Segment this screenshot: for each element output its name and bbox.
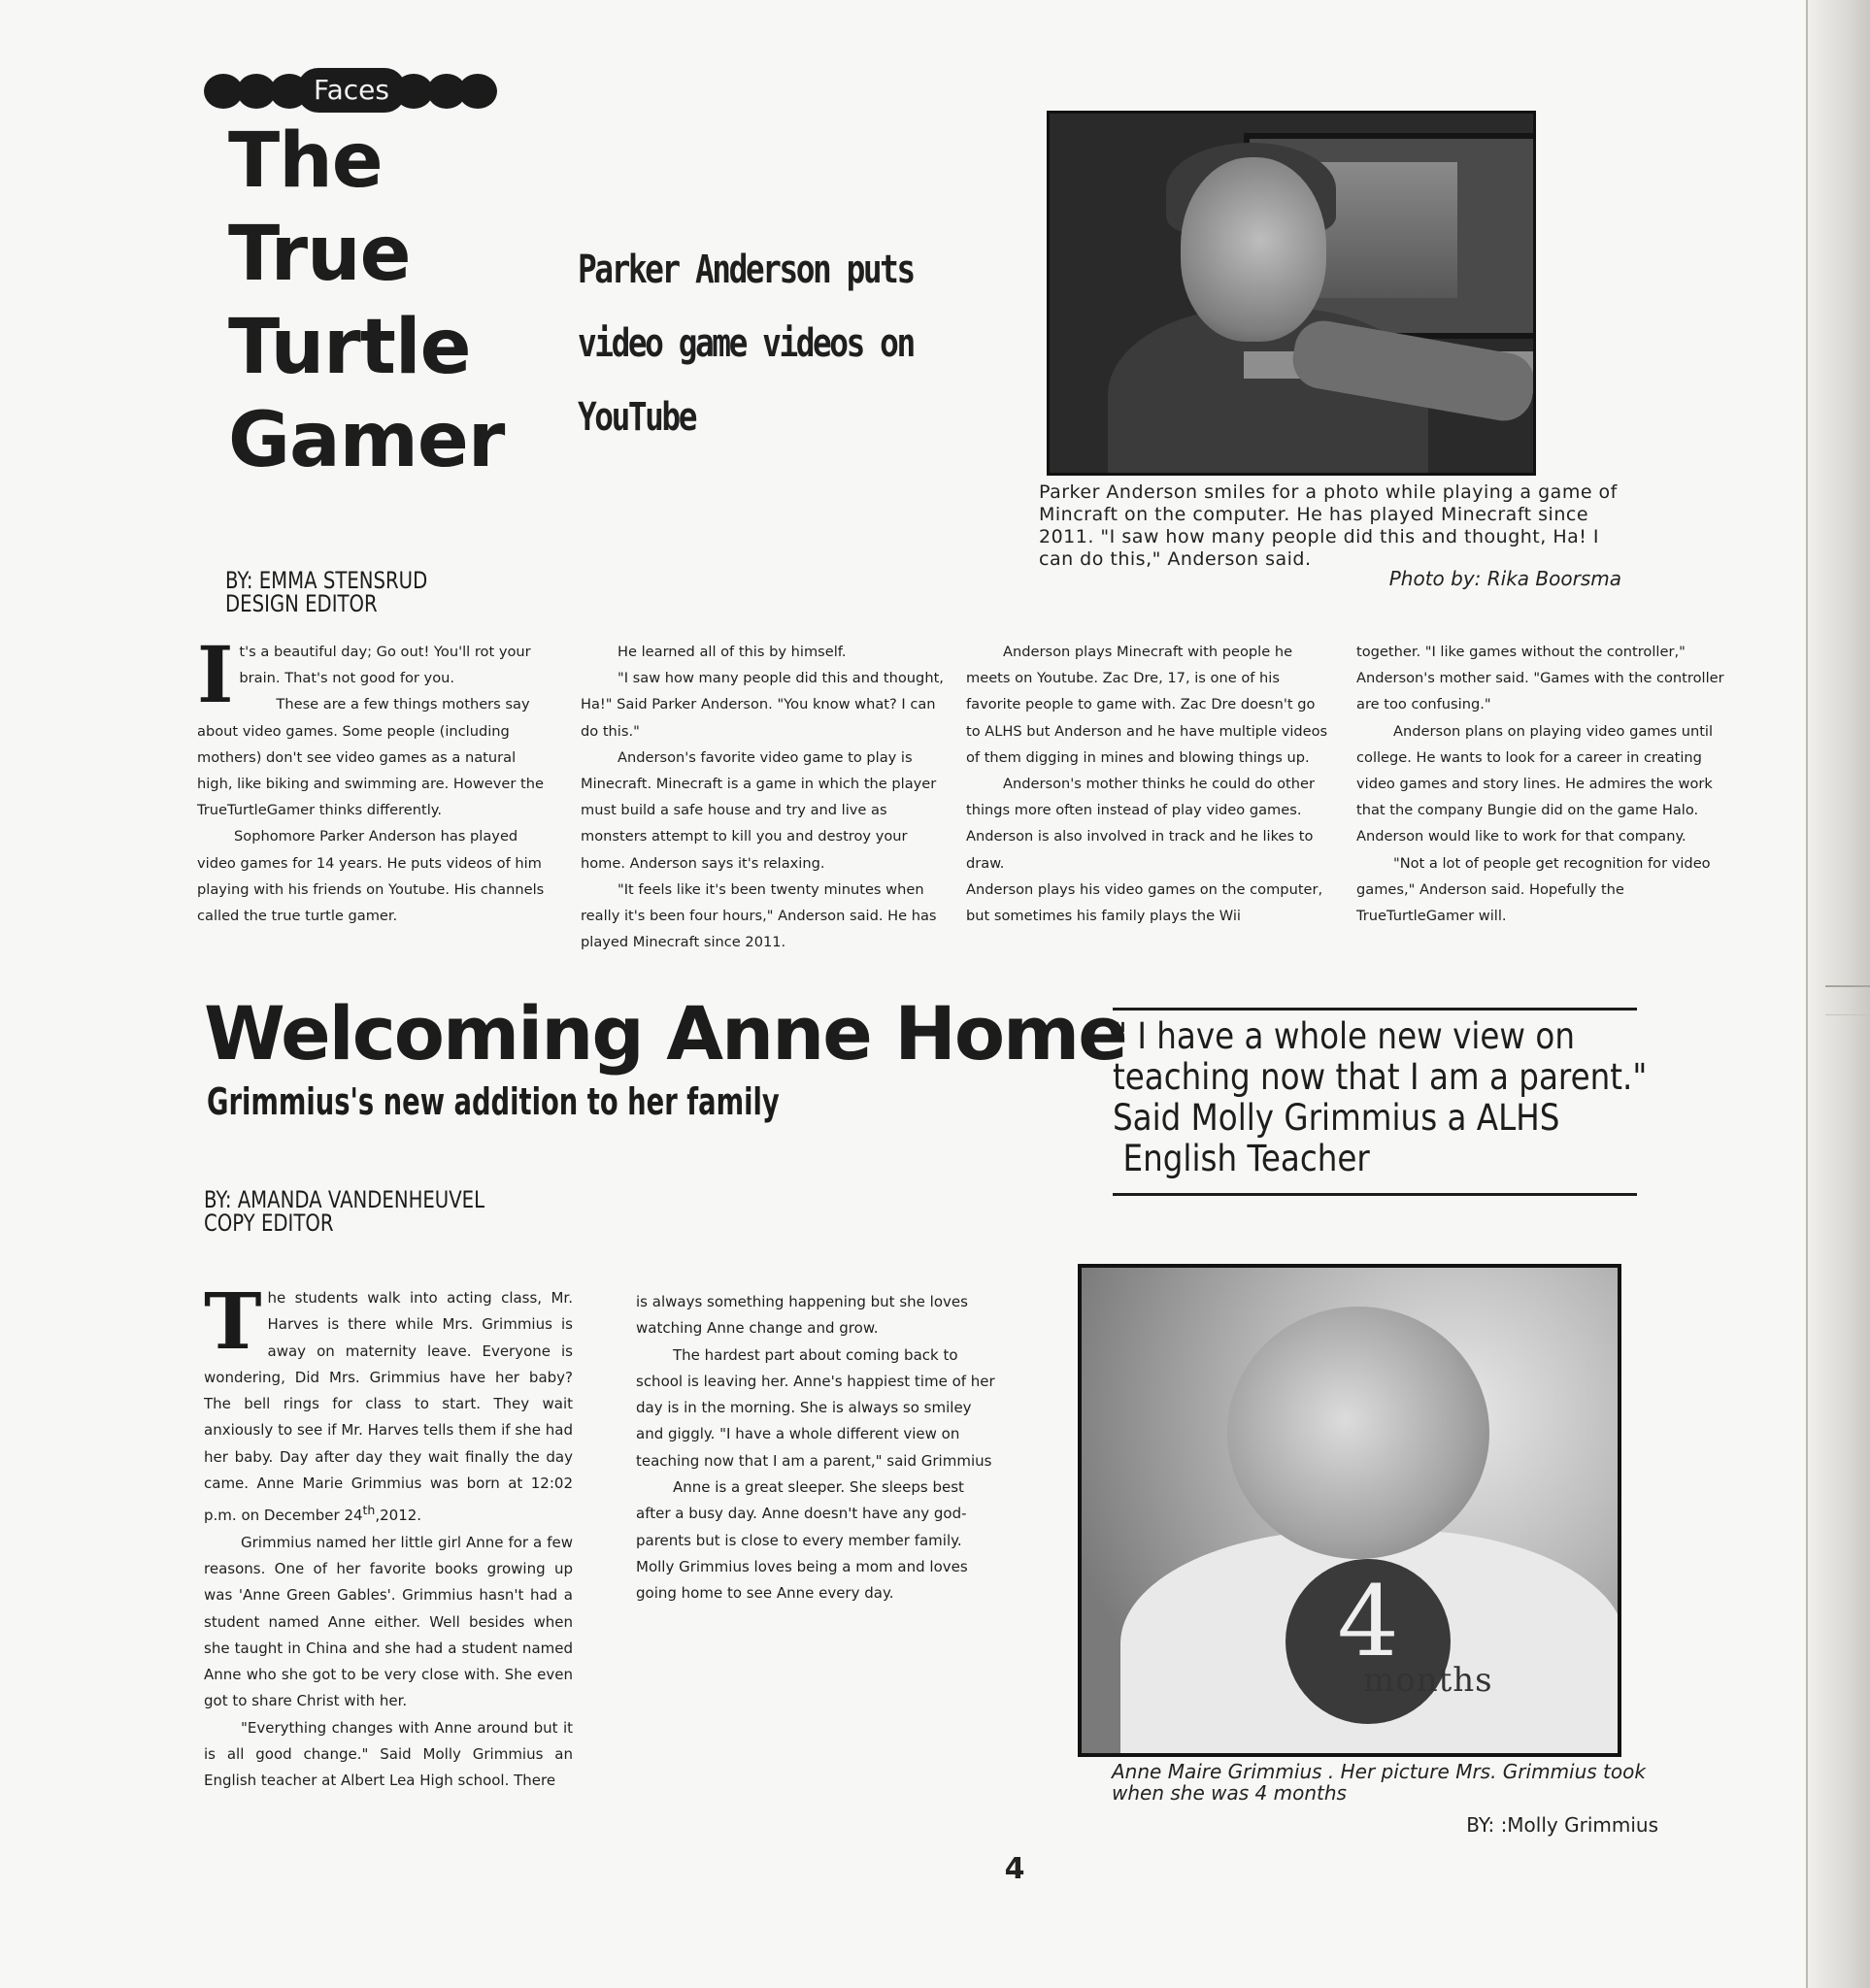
paragraph: Grimmius named her little girl Anne for a few reasons. One of her favorite books growing up was 'Anne Green Gables'. Grimmius hasn't had a student named Anne either. Well besides when she taught in China and she had a student named Anne who she got to be very close with. She even got to share Christ with her. [204,1533,573,1710]
paragraph: together. "I like games without the controller," Anderson's mother said. "Games with the controller are too confusing." [1356,644,1724,713]
quote-line: English Teacher [1122,1138,1370,1179]
byline-author: BY: AMANDA VANDENHEUVEL [204,1186,485,1213]
headline-line: True [228,211,411,298]
story2-column-2 [636,1289,997,1607]
story1-column-4 [1356,639,1727,929]
caption-line: Anne Maire Grimmius . Her picture Mrs. Grimmius took [1112,1760,1646,1783]
section-tag [204,68,495,113]
caption-line: Mincraft on the computer. He has played Minecraft since [1039,504,1589,525]
photo-face [1181,157,1326,342]
story2-headline: Welcoming Anne Home [204,990,1126,1077]
fold-crease [1825,985,1870,1015]
paragraph: Anderson's favorite video game to play is Minecraft. Minecraft is a game in which the player must build a safe house and try and live as monsters attempt to kill you and destroy your home. Anderson says it's relaxing. [581,748,937,872]
decor-blob [458,74,497,109]
story2-photo-credit: BY: :Molly Grimmius [1466,1813,1658,1837]
story1-photo-caption [1039,481,1621,571]
page-number: 4 [1004,1852,1025,1886]
byline-role: COPY EDITOR [204,1209,334,1237]
pull-quote [1113,1008,1648,1196]
caption-line: Parker Anderson smiles for a photo while playing a game of [1039,481,1618,503]
byline-role: DESIGN EDITOR [225,590,378,617]
gamer-photo [1047,111,1536,476]
story2-photo-caption [1112,1761,1655,1804]
baby-photo [1078,1264,1621,1757]
paragraph: Anderson plays Minecraft with people he meets on Youtube. Zac Dre, 17, is one of his favorite people to game with. Zac Dre doesn't go to ALHS but Anderson and he have multiple videos of them digging in mines and blowing things up. [966,644,1328,766]
paragraph: "Everything changes with Anne around but it is all good change." Said Molly Grimmius an English teacher at Albert Lea High school. There [204,1718,573,1790]
deck-line: YouTube [578,395,696,440]
paragraph: Anderson plays his video games on the computer, but sometimes his family plays the Wii [966,880,1323,925]
headline-line: The [228,117,383,205]
drop-cap: T [204,1276,262,1367]
paragraph: The hardest part about coming back to school is leaving her. Anne's happiest time of her day is in the morning. She is always so smiley and giggly. "I have a whole different view on teaching now that I am a parent," said Grimmius [636,1345,995,1470]
story1-byline [225,569,480,615]
deck-line: video game videos on [578,321,914,366]
paragraph: These are a few things mothers say about video games. Some people (including mothers) don't see video games as a natural high, like biking and swimming are. However the TrueTurtleGamer thinks differently. [197,696,544,819]
month-number: 4 [1337,1565,1399,1678]
story1-headline [228,115,519,487]
story1-column-1 [197,629,551,929]
byline-author: BY: EMMA STENSRUD [225,567,428,594]
headline-line: Gamer [228,397,505,484]
caption-line: 2011. "I saw how many people did this and thought, Ha! I [1039,526,1600,547]
paragraph: "Not a lot of people get recognition for video games," Anderson said. Hopefully the TrueTurtleGamer will. [1356,854,1711,925]
paragraph: Anderson plans on playing video games until college. He wants to look for a career in creating video games and story lines. He admires the work that the company Bungie did on the game Halo. Anderson would like to work for that company. [1356,722,1714,845]
photo-face [1227,1307,1489,1559]
story2-column-1 [204,1276,573,1795]
paragraph-end: ,2012. [375,1507,422,1525]
paragraph: "I saw how many people did this and thought, Ha!" Said Parker Anderson. "You know what? I can do this." [581,670,944,740]
paragraph: "It feels like it's been twenty minutes when really it's been four hours," Anderson said. He has played Minecraft since 2011. [581,880,937,951]
paragraph: he students walk into acting class, Mr. Harves is there while Mrs. Grimmius is away on maternity leave. Everyone is wondering, Did Mrs. Grimmius have her baby? The bell rings for class to start. They wait anxiously to see if Mr. Harves tells them if she had her baby. Day after day they wait finally the day came. Anne Marie Grimmius was born at 12:02 p.m. on December 24 [204,1289,573,1525]
story2-byline [204,1188,490,1235]
month-word: months [1363,1661,1493,1700]
story2-deck: Grimmius's new addition to her family [207,1080,780,1123]
deck-line: Parker Anderson puts [578,248,914,292]
paragraph: Sophomore Parker Anderson has played video games for 14 years. He puts videos of him playing with his friends on Youtube. His channels called the true turtle gamer. [197,828,545,925]
headline-line: Turtle [228,304,471,391]
paragraph: He learned all of this by himself. [618,644,847,660]
superscript: th [362,1503,376,1518]
quote-line: " I have a whole new view on [1113,1015,1575,1057]
section-tag-label: Faces [297,68,406,113]
story1-column-2 [581,639,945,955]
paragraph: t's a beautiful day; Go out! You'll rot your brain. That's not good for you. [239,644,531,687]
story1-column-3 [966,639,1330,929]
paragraph: is always something happening but she loves watching Anne change and grow. [636,1293,968,1338]
quote-line: Said Molly Grimmius a ALHS [1113,1097,1560,1139]
paragraph: Anne is a great sleeper. She sleeps best after a busy day. Anne doesn't have any god- parents but is close to every member family. Molly Grimmius loves being a mom and loves going home to see Anne every day. [636,1478,968,1603]
story1-deck [578,233,928,454]
caption-line: when she was 4 months [1112,1781,1347,1805]
story1-photo-credit: Photo by: Rika Boorsma [1388,567,1621,590]
caption-line: can do this," Anderson said. [1039,548,1312,570]
quote-line: teaching now that I am a parent." [1113,1056,1648,1098]
paragraph: Anderson's mother thinks he could do other things more often instead of play video games. Anderson is also involved in track and he likes to draw. [966,776,1315,872]
drop-cap: I [197,629,234,720]
